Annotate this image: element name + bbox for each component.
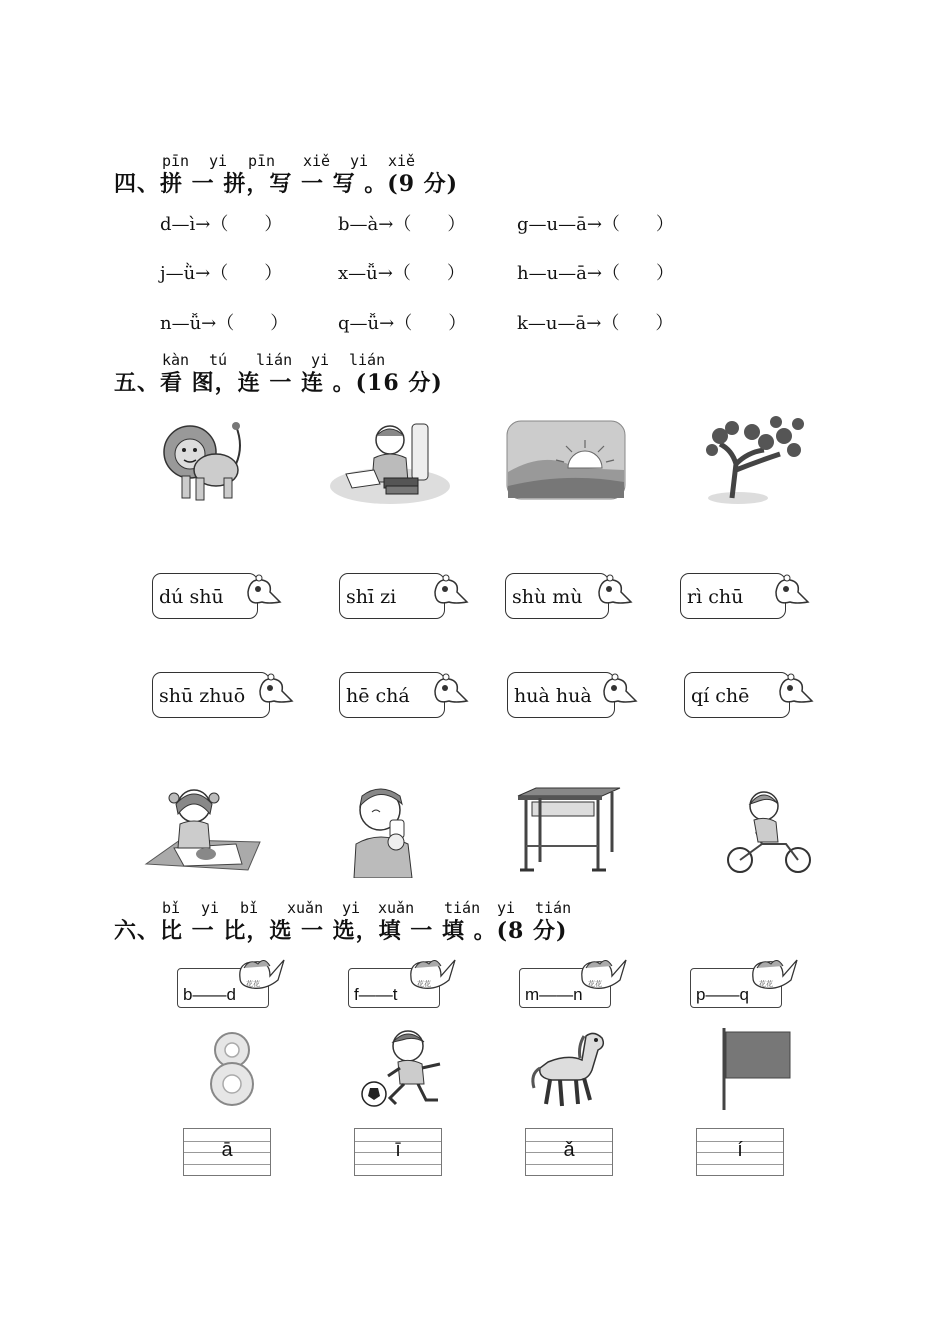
pinyin-annotation: xuǎn bbox=[378, 899, 415, 917]
bird-icon bbox=[578, 956, 628, 992]
boy-kicking-ball-picture[interactable] bbox=[360, 1028, 450, 1110]
tone-mark: í bbox=[737, 1139, 743, 1161]
label-text: huà huà bbox=[514, 685, 592, 707]
tone-writing-grid[interactable] bbox=[183, 1128, 271, 1176]
lion-picture[interactable] bbox=[160, 416, 246, 504]
pinyin-annotation: bǐ bbox=[240, 899, 259, 917]
bird-icon bbox=[600, 673, 638, 709]
tree-picture[interactable] bbox=[704, 414, 808, 506]
section5-title: 五、看 图，连 一 连 。(16 分) bbox=[114, 370, 443, 396]
letter-pair-text: f——t bbox=[354, 985, 398, 1004]
pinyin-annotation: tú bbox=[209, 351, 228, 369]
bird-icon bbox=[244, 574, 282, 610]
flag-picture[interactable] bbox=[718, 1026, 794, 1112]
tone-writing-grid[interactable] bbox=[696, 1128, 784, 1176]
exercise-item[interactable]: d—ì→（ ） bbox=[160, 214, 283, 235]
pinyin-annotation: kàn bbox=[162, 351, 190, 369]
pinyin-annotation: yi bbox=[201, 899, 220, 917]
label-text: rì chū bbox=[687, 586, 744, 608]
pinyin-annotation: yi bbox=[209, 152, 228, 170]
label-text: dú shū bbox=[159, 586, 224, 608]
bird-text: 花花 bbox=[759, 980, 773, 988]
pinyin-annotation: yi bbox=[342, 899, 361, 917]
label-text: qí chē bbox=[691, 685, 750, 707]
bird-text: 花花 bbox=[588, 980, 602, 988]
bird-icon bbox=[431, 673, 469, 709]
label-bubble[interactable] bbox=[505, 573, 609, 619]
tone-writing-grid[interactable] bbox=[525, 1128, 613, 1176]
exercise-item[interactable]: q—ǚ→（ ） bbox=[338, 313, 467, 334]
tone-mark: ā bbox=[221, 1139, 233, 1161]
pinyin-annotation: xiě bbox=[303, 152, 331, 170]
tone-mark: ī bbox=[395, 1139, 401, 1161]
section6-title: 六、比 一 比，选 一 选，填 一 填 。(8 分) bbox=[114, 918, 568, 944]
label-bubble[interactable] bbox=[339, 672, 445, 718]
exercise-item[interactable]: n—ǚ→（ ） bbox=[160, 313, 289, 334]
label-text: shī zi bbox=[346, 586, 397, 608]
desk-picture[interactable] bbox=[516, 786, 622, 876]
horse-picture[interactable] bbox=[528, 1026, 608, 1110]
letter-pair-text: p——q bbox=[696, 985, 749, 1004]
exercise-item[interactable]: j—ǜ→（ ） bbox=[160, 263, 283, 284]
label-text: shū zhuō bbox=[159, 685, 246, 707]
boy-reading-picture[interactable] bbox=[328, 418, 450, 506]
exercise-item[interactable]: k—u—ā→（ ） bbox=[517, 313, 674, 334]
tone-writing-grid[interactable] bbox=[354, 1128, 442, 1176]
bird-icon bbox=[772, 574, 810, 610]
exercise-item[interactable]: g—u—ā→（ ） bbox=[517, 214, 674, 235]
girl-cycling-picture[interactable] bbox=[726, 786, 816, 876]
bird-icon bbox=[595, 574, 633, 610]
pinyin-annotation: lián bbox=[256, 351, 293, 369]
pinyin-annotation: yi bbox=[350, 152, 369, 170]
label-text: hē chá bbox=[346, 685, 410, 707]
pinyin-annotation: yi bbox=[311, 351, 330, 369]
label-bubble[interactable] bbox=[684, 672, 790, 718]
pinyin-annotation: pīn bbox=[162, 152, 190, 170]
label-bubble[interactable] bbox=[507, 672, 615, 718]
bird-icon bbox=[236, 956, 286, 992]
pinyin-annotation: xiě bbox=[388, 152, 416, 170]
pinyin-annotation: xuǎn bbox=[287, 899, 324, 917]
pinyin-annotation: lián bbox=[349, 351, 386, 369]
pinyin-annotation: bǐ bbox=[162, 899, 181, 917]
bird-icon bbox=[407, 956, 457, 992]
label-text: shù mù bbox=[512, 586, 583, 608]
boy-drinking-picture[interactable] bbox=[350, 786, 422, 878]
section4-title: 四、拼 一 拼，写 一 写 。(9 分) bbox=[114, 171, 459, 197]
girl-drawing-picture[interactable] bbox=[144, 784, 262, 876]
bird-icon bbox=[749, 956, 799, 992]
letter-pair-text: b——d bbox=[183, 985, 236, 1004]
number-eight-picture[interactable] bbox=[206, 1028, 258, 1108]
label-bubble[interactable] bbox=[339, 573, 445, 619]
exercise-item[interactable]: b—à→（ ） bbox=[338, 214, 466, 235]
bird-icon bbox=[256, 673, 294, 709]
exercise-item[interactable]: h—u—ā→（ ） bbox=[517, 263, 674, 284]
letter-pair-text: m——n bbox=[525, 985, 583, 1004]
bird-text: 花花 bbox=[246, 980, 260, 988]
label-bubble[interactable] bbox=[152, 573, 258, 619]
bird-icon bbox=[776, 673, 814, 709]
pinyin-annotation: pīn bbox=[248, 152, 276, 170]
bird-icon bbox=[431, 574, 469, 610]
tone-mark: ǎ bbox=[563, 1139, 575, 1161]
pinyin-annotation: tián bbox=[535, 899, 572, 917]
pinyin-annotation: yi bbox=[497, 899, 516, 917]
pinyin-annotation: tián bbox=[444, 899, 481, 917]
label-bubble[interactable] bbox=[152, 672, 270, 718]
label-bubble[interactable] bbox=[680, 573, 786, 619]
sunrise-picture[interactable] bbox=[506, 420, 626, 500]
bird-text: 花花 bbox=[417, 980, 431, 988]
exercise-item[interactable]: x—ǚ→（ ） bbox=[338, 263, 465, 284]
